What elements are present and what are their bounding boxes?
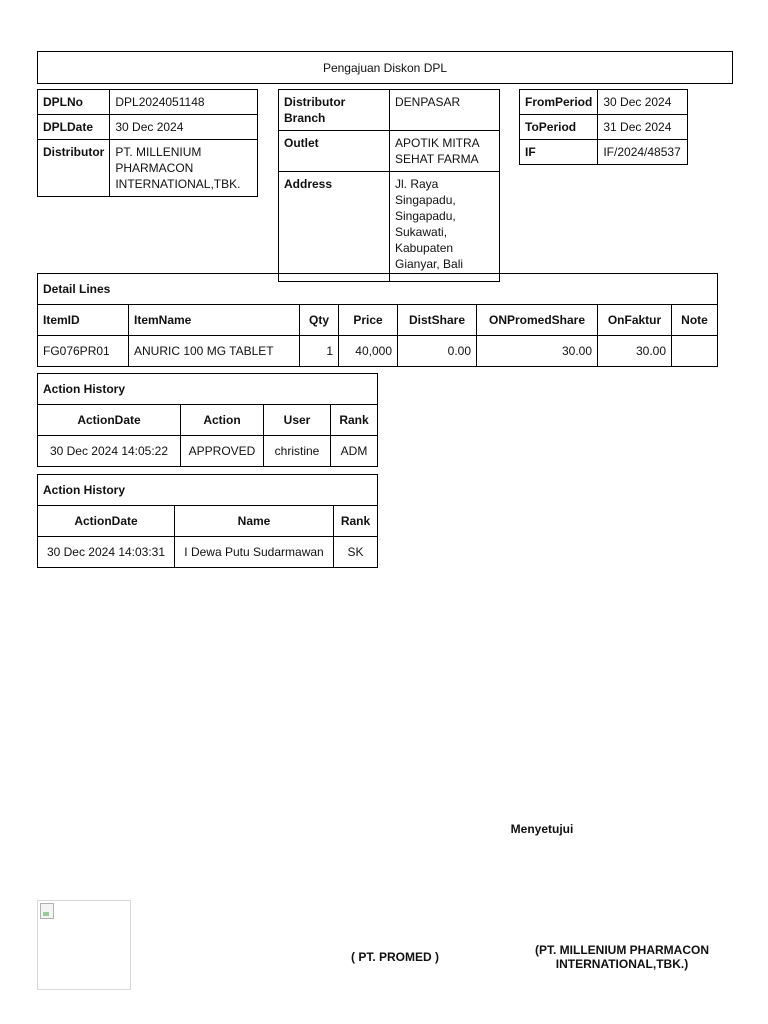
action-history-caption-2: Action History xyxy=(38,475,378,506)
dpldate-value: 30 Dec 2024 xyxy=(110,115,258,140)
if-value: IF/2024/48537 xyxy=(598,140,688,165)
distributor-label: Distributor xyxy=(38,140,110,197)
left-party-signature: ( PT. PROMED ) xyxy=(350,950,439,964)
cell-name: I Dewa Putu Sudarmawan xyxy=(175,537,334,568)
col-actiondate: ActionDate xyxy=(38,506,175,537)
cell-actiondate: 30 Dec 2024 14:05:22 xyxy=(38,436,181,467)
outlet-value: APOTIK MITRA SEHAT FARMA xyxy=(390,131,500,172)
broken-image-icon xyxy=(40,903,54,919)
col-name: Name xyxy=(175,506,334,537)
col-onfaktur: OnFaktur xyxy=(598,305,672,336)
outlet-label: Outlet xyxy=(279,131,390,172)
col-rank: Rank xyxy=(334,506,378,537)
cell-qty: 1 xyxy=(300,336,339,367)
col-distshare: DistShare xyxy=(398,305,477,336)
detail-lines-caption: Detail Lines xyxy=(38,274,718,305)
detail-lines-table xyxy=(37,273,718,367)
dpldate-label: DPLDate xyxy=(38,115,110,140)
col-rank: Rank xyxy=(331,405,378,436)
cell-action: APPROVED xyxy=(181,436,264,467)
action-history-caption-1: Action History xyxy=(38,374,378,405)
toperiod-label: ToPeriod xyxy=(520,115,598,140)
fromperiod-label: FromPeriod xyxy=(520,90,598,115)
cell-itemname: ANURIC 100 MG TABLET xyxy=(129,336,300,367)
dplno-label: DPLNo xyxy=(38,90,110,115)
col-actiondate: ActionDate xyxy=(38,405,181,436)
action-history-table-2 xyxy=(37,474,378,568)
distributor-value: PT. MILLENIUM PHARMACON INTERNATIONAL,TBK. xyxy=(110,140,258,197)
action-history-table-1 xyxy=(37,373,378,467)
signature-image xyxy=(37,900,131,990)
col-itemid: ItemID xyxy=(38,305,129,336)
col-itemname: ItemName xyxy=(129,305,300,336)
document-title: Pengajuan Diskon DPL xyxy=(37,51,733,84)
col-note: Note xyxy=(672,305,718,336)
col-price: Price xyxy=(339,305,398,336)
header-mid-table xyxy=(278,89,500,282)
cell-note xyxy=(672,336,718,367)
cell-price: 40,000 xyxy=(339,336,398,367)
address-value: Jl. Raya Singapadu, Singapadu, Sukawati, Kabupaten Gianyar, Bali xyxy=(390,172,500,282)
right-party-signature: (PT. MILLENIUM PHARMACON INTERNATIONAL,TBK.) xyxy=(535,943,709,971)
toperiod-value: 31 Dec 2024 xyxy=(598,115,688,140)
cell-onfaktur: 30.00 xyxy=(598,336,672,367)
table-row xyxy=(38,537,378,568)
cell-itemid: FG076PR01 xyxy=(38,336,129,367)
cell-user: christine xyxy=(264,436,331,467)
header-left-table xyxy=(37,89,258,197)
dplno-value: DPL2024051148 xyxy=(110,90,258,115)
cell-rank: ADM xyxy=(331,436,378,467)
col-onpromedshare: ONPromedShare xyxy=(477,305,598,336)
if-label: IF xyxy=(520,140,598,165)
approval-label: Menyetujui xyxy=(510,822,574,836)
cell-distshare: 0.00 xyxy=(398,336,477,367)
table-row xyxy=(38,436,378,467)
branch-label: Distributor Branch xyxy=(279,90,390,131)
cell-actiondate: 30 Dec 2024 14:03:31 xyxy=(38,537,175,568)
branch-value: DENPASAR xyxy=(390,90,500,131)
cell-rank: SK xyxy=(334,537,378,568)
table-row xyxy=(38,336,718,367)
cell-onpromedshare: 30.00 xyxy=(477,336,598,367)
col-action: Action xyxy=(181,405,264,436)
header-right-table xyxy=(519,89,688,165)
col-user: User xyxy=(264,405,331,436)
col-qty: Qty xyxy=(300,305,339,336)
fromperiod-value: 30 Dec 2024 xyxy=(598,90,688,115)
address-label: Address xyxy=(279,172,390,282)
